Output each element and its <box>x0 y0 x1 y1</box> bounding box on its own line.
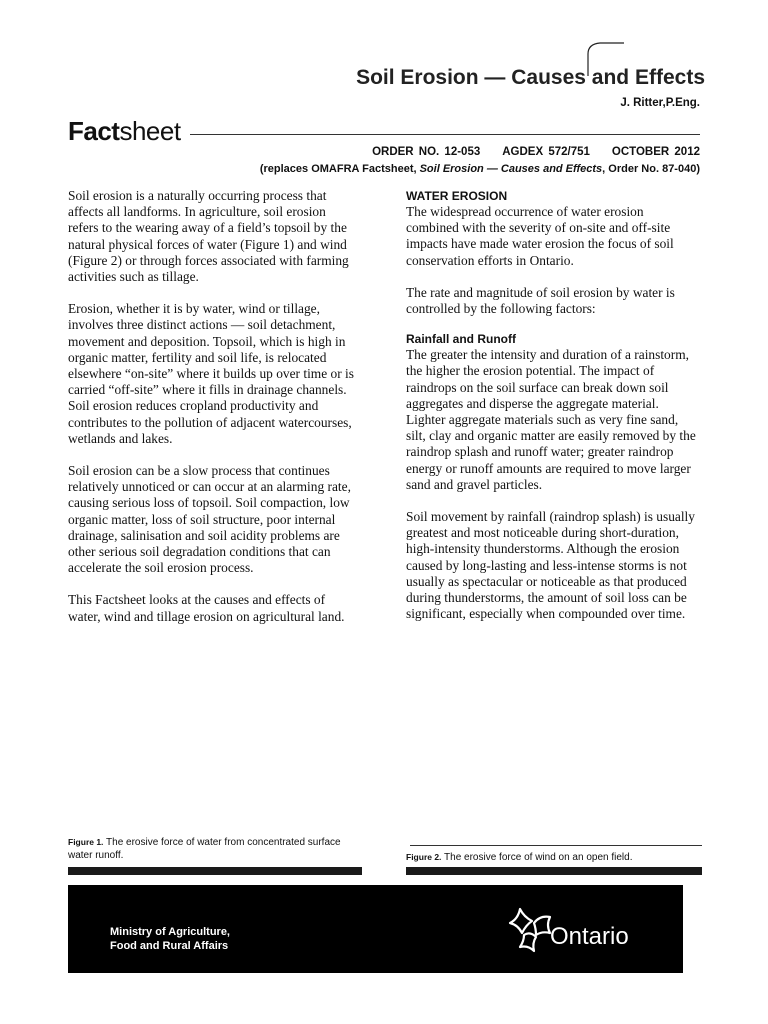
paragraph: The greater the intensity and duration of a rainstorm, the higher the erosion potential. The impact of raindrops on the soil surface can break down soil aggregates and disperse the aggregate material. Lighter aggregate materials such as very fine sand, silt, clay and organic matter are easily removed by the raindrop splash and runoff water; greater raindrop energy or runoff amounts are required to move larger sand and gravel particles. <box>406 347 696 492</box>
order-number: ORDER NO. 12-053 <box>372 146 481 158</box>
figure-2-caption <box>406 851 706 864</box>
figure-1-text: The erosive force of water from concentrated surface water runoff. <box>68 837 341 861</box>
agdex-number: AGDEX 572/751 <box>502 146 590 158</box>
figure-2-text: The erosive force of wind on an open field. <box>441 852 633 863</box>
figure-1-caption <box>68 836 358 862</box>
ontario-logo-text: Ontario <box>550 923 629 950</box>
order-line <box>330 146 700 158</box>
paragraph: This Factsheet looks at the causes and effects of water, wind and tillage erosion on agricultural land. <box>68 592 345 624</box>
paragraph: The widespread occurrence of water erosion combined with the severity of on-site and off-site impacts have made water erosion the focus of soil conservation efforts in Ontario. <box>406 204 674 268</box>
replaces-suffix: , Order No. 87-040) <box>602 163 700 175</box>
ministry-line-2: Food and Rural Affairs <box>110 940 229 952</box>
left-column <box>68 188 358 641</box>
ministry-line-1: Ministry of Agriculture, <box>110 926 230 938</box>
replaces-line <box>200 163 700 175</box>
replaces-prefix: (replaces OMAFRA Factsheet, <box>259 163 420 175</box>
brand-light: sheet <box>119 116 181 146</box>
figure-2-label: Figure 2. <box>406 852 442 862</box>
factsheet-brand <box>68 116 181 147</box>
brand-rule <box>190 134 700 135</box>
page-title: Soil Erosion — Causes and Effects <box>356 66 705 89</box>
paragraph: Soil erosion is a naturally occurring process that affects all landforms. In agriculture, soil erosion refers to the wearing away of a field’s topsoil by the natural physical forces of water (Figure 1) and wind (Figure 2) or through forces associated with farming activities such as tillage. <box>68 188 349 285</box>
paragraph: Erosion, whether it is by water, wind or tillage, involves three distinct actions — soil detachment, movement and deposition. Topsoil, which is high in organic matter, fertility and soil life, is relocated elsewhere “on-site” where it builds up over time or is carried “off-site” where it fills in drainage channels. Soil erosion reduces cropland productivity and contributes to the pollution of adjacent watercourses, wetlands and lakes. <box>68 301 354 446</box>
publish-date: OCTOBER 2012 <box>611 146 700 158</box>
section-heading: WATER EROSION <box>406 189 508 203</box>
right-column <box>406 188 698 638</box>
replaces-title: Soil Erosion — Causes and Effects <box>419 163 603 175</box>
paragraph: Soil movement by rainfall (raindrop splash) is usually greatest and most noticeable during short-duration, high-intensity thunderstorms. Although the erosion caused by long-lasting and less-intense storms is not usually as spectacular or noticeable as that produced during thunderstorms, the amount of soil loss can be significant, especially when compounded over time. <box>406 509 695 622</box>
figure-2-bar <box>406 867 702 875</box>
figure-1-label: Figure 1. <box>68 837 104 847</box>
subsection-heading: Rainfall and Runoff <box>406 332 516 347</box>
footer-banner <box>68 885 683 973</box>
brand-bold: Fact <box>68 116 120 146</box>
figure-1-bar <box>68 867 362 875</box>
author: J. Ritter,P.Eng. <box>620 97 700 109</box>
figure-2-rule <box>410 845 702 846</box>
paragraph: Soil erosion can be a slow process that continues relatively unnoticed or can occur at an alarming rate, causing serious loss of topsoil. Soil compaction, low organic matter, loss of soil structure, poor internal drainage, salinisation and soil acidity problems are other serious soil degradation conditions that can accelerate the soil erosion process. <box>68 463 351 576</box>
ministry-name <box>110 925 230 953</box>
paragraph: The rate and magnitude of soil erosion by water is controlled by the following factors: <box>406 284 675 317</box>
